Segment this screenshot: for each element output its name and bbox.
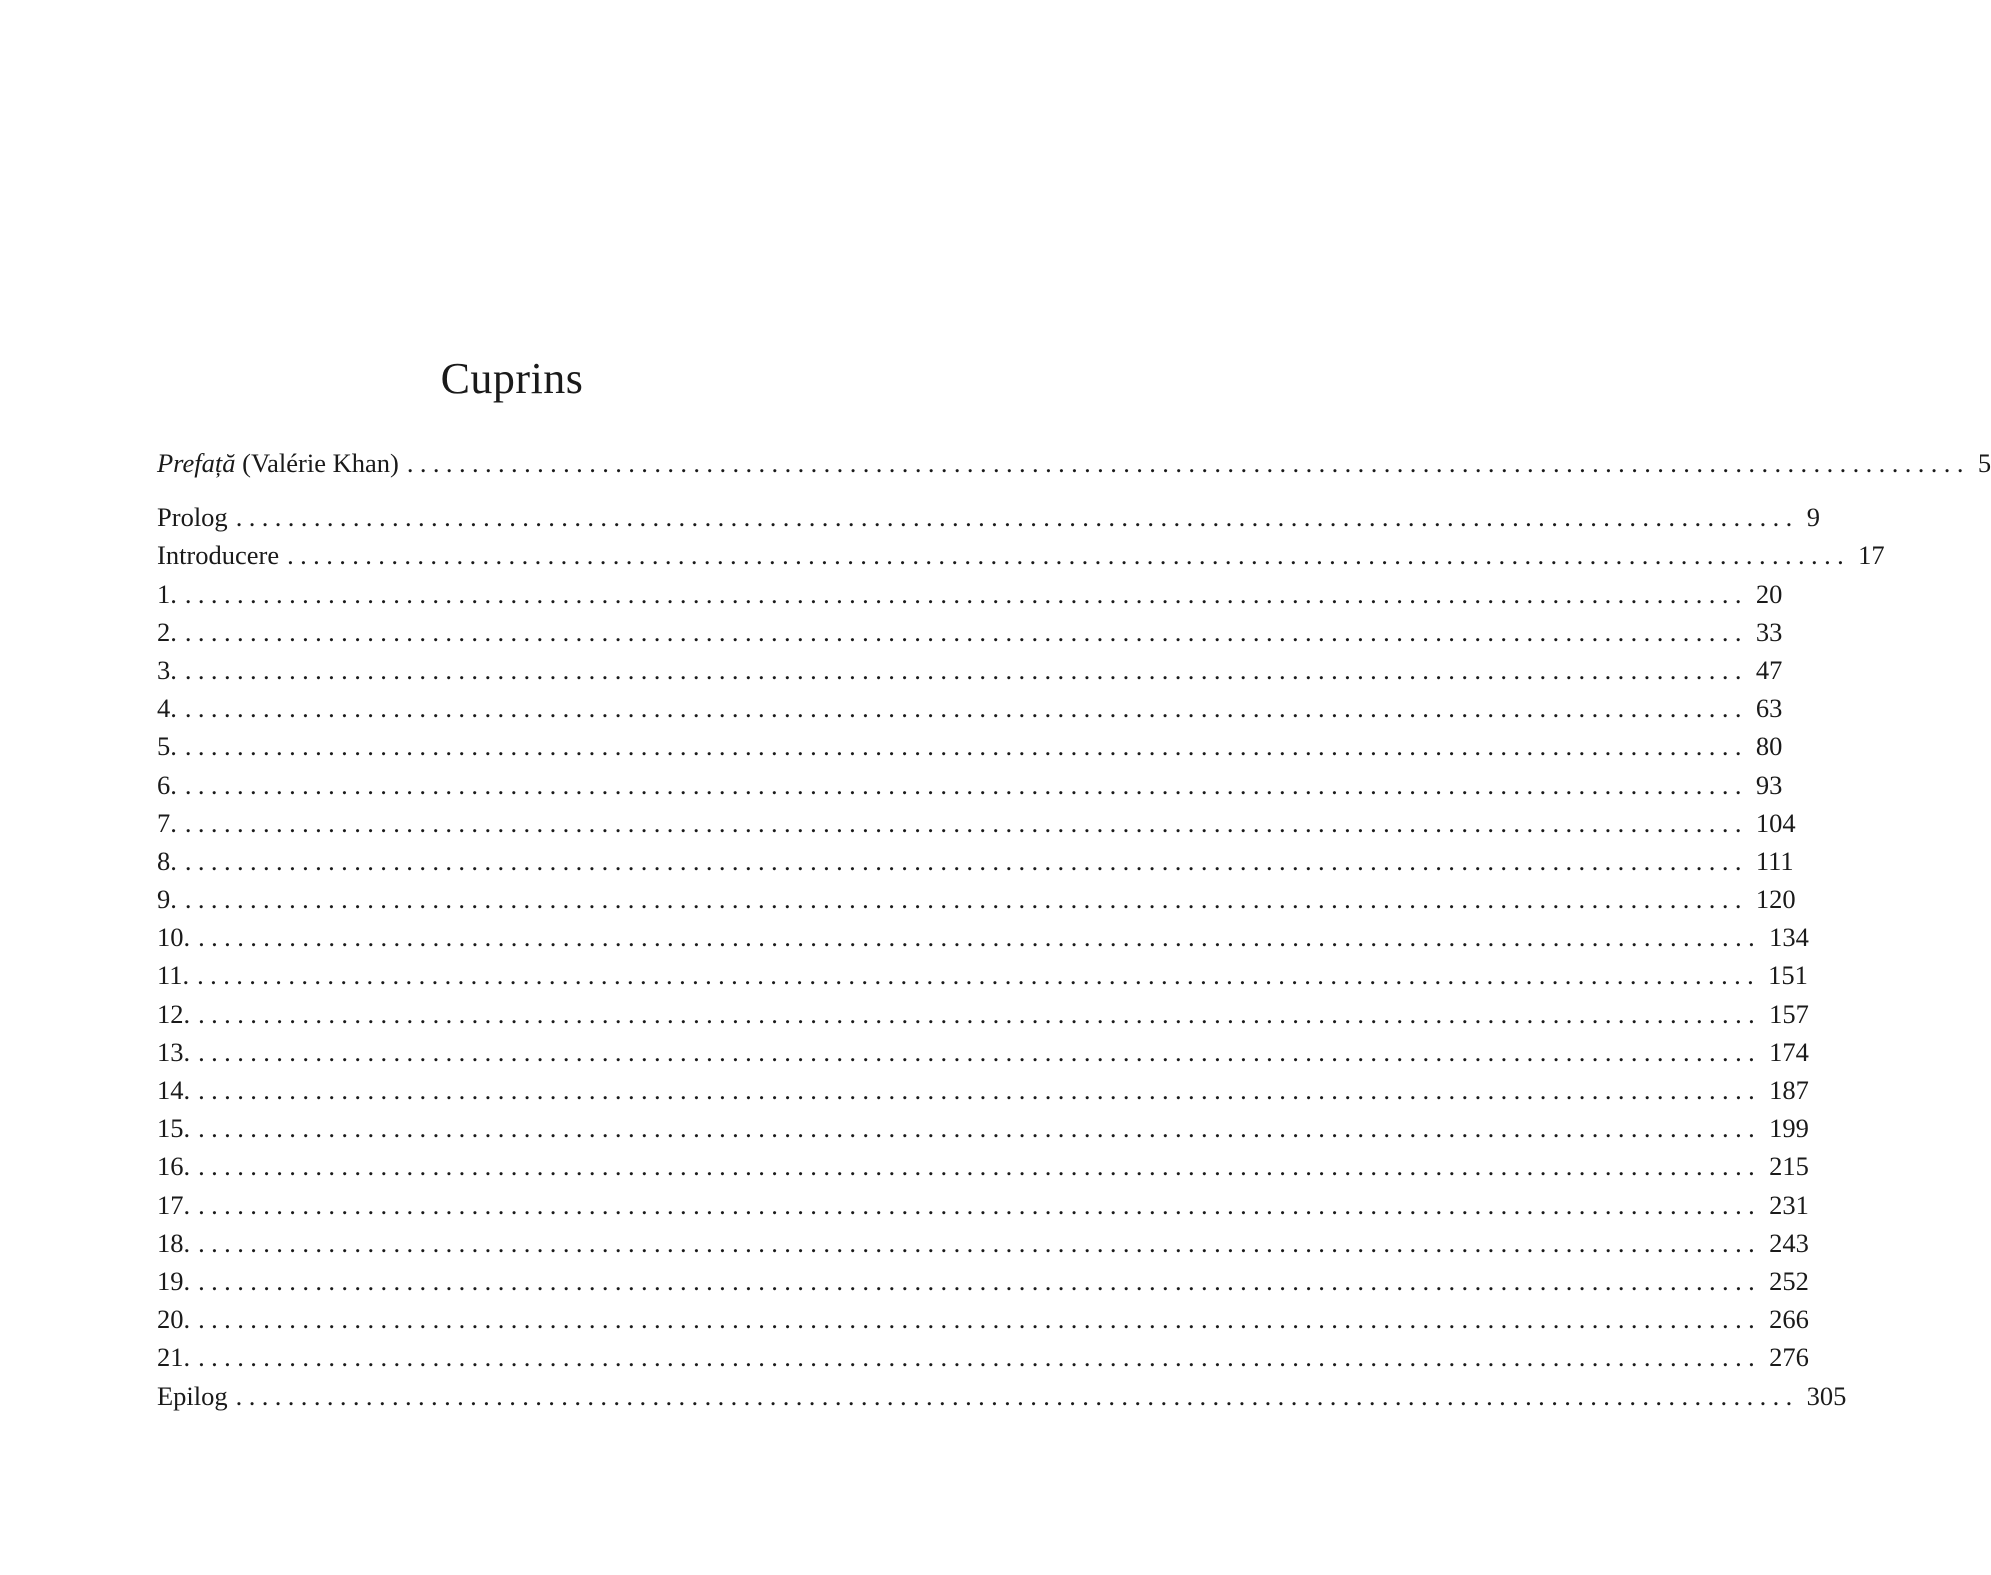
dot-leader: ........................................................................................................................ bbox=[197, 960, 1761, 991]
toc-entry bbox=[157, 918, 1809, 956]
toc-entry bbox=[157, 689, 1783, 727]
dot-leader: ........................................................................................................................ bbox=[198, 1151, 1762, 1182]
toc-entry-label: 2. bbox=[157, 616, 177, 647]
dot-leader: ........................................................................................................................ bbox=[406, 448, 1970, 478]
toc-entry-page: 33 bbox=[1755, 616, 1783, 647]
toc-entry-page: 9 bbox=[1806, 502, 1820, 533]
toc-entry bbox=[157, 1262, 1809, 1300]
toc-entry-label: Prolog bbox=[157, 502, 228, 533]
toc-entry-page: 80 bbox=[1755, 731, 1783, 762]
dot-leader: ........................................................................................................................ bbox=[198, 1075, 1762, 1105]
toc-entry bbox=[157, 880, 1796, 918]
dot-leader: ........................................................................................................................ bbox=[184, 807, 1748, 838]
toc-entry bbox=[157, 842, 1794, 880]
toc-entry-label: 21. bbox=[157, 1342, 191, 1373]
toc-entry-label: 13. bbox=[157, 1036, 191, 1067]
toc-entry-page: 215 bbox=[1769, 1151, 1809, 1182]
toc-entry-label: 10. bbox=[157, 922, 191, 953]
dot-leader: ........................................................................................................................ bbox=[198, 1342, 1762, 1373]
toc-entry-page: 151 bbox=[1768, 960, 1808, 991]
dot-leader: ........................................................................................................................ bbox=[184, 578, 1748, 609]
toc-entry bbox=[157, 727, 1783, 765]
toc-entry-page: 243 bbox=[1769, 1227, 1809, 1258]
toc-entry-label: 20. bbox=[157, 1304, 191, 1335]
dot-leader: ........................................................................................................................ bbox=[198, 1036, 1762, 1067]
table-of-contents bbox=[157, 444, 1991, 1415]
toc-entry-label: 9. bbox=[157, 884, 177, 915]
toc-entry-page: 17 bbox=[1858, 540, 1885, 571]
toc-entry-label: 6. bbox=[157, 769, 177, 800]
toc-entry-label: 3. bbox=[157, 654, 177, 685]
toc-entry-page: 276 bbox=[1769, 1342, 1809, 1373]
dot-leader: ........................................................................................................................ bbox=[198, 922, 1762, 953]
toc-entry-page: 199 bbox=[1769, 1113, 1809, 1144]
toc-entry bbox=[157, 804, 1796, 842]
toc-entry-page: 93 bbox=[1755, 769, 1783, 800]
toc-entry-label: 5. bbox=[157, 731, 177, 762]
toc-entry-label: Introducere bbox=[157, 540, 280, 571]
toc-entry-page: 231 bbox=[1769, 1189, 1809, 1220]
dot-leader: ........................................................................................................................ bbox=[198, 1113, 1762, 1144]
dot-leader: ........................................................................................................................ bbox=[184, 884, 1748, 915]
dot-leader: ........................................................................................................................ bbox=[184, 731, 1748, 762]
toc-entry-label: 4. bbox=[157, 693, 177, 724]
toc-entry-label: 11. bbox=[157, 960, 190, 991]
toc-entry bbox=[157, 1224, 1809, 1262]
toc-entry-page: 174 bbox=[1769, 1036, 1809, 1067]
toc-entry-label: Epilog bbox=[157, 1380, 228, 1411]
toc-entry-label: 15. bbox=[157, 1113, 191, 1144]
dot-leader: ........................................................................................................................ bbox=[235, 502, 1799, 533]
toc-list bbox=[157, 498, 1885, 1415]
dot-leader: ........................................................................................................................ bbox=[184, 616, 1748, 647]
toc-entry-label: 14. bbox=[157, 1075, 191, 1105]
toc-entry bbox=[157, 651, 1783, 689]
toc-entry bbox=[157, 766, 1783, 804]
toc-entry bbox=[157, 1300, 1809, 1338]
toc-entry-label: 12. bbox=[157, 998, 191, 1029]
toc-entry bbox=[157, 1071, 1809, 1109]
toc-entry-label-author: (Valérie Khan) bbox=[242, 448, 399, 478]
toc-entry-label: 1. bbox=[157, 578, 177, 609]
toc-entry bbox=[157, 1377, 1847, 1415]
toc-entry-page: 157 bbox=[1769, 998, 1809, 1029]
toc-entry-label: 18. bbox=[157, 1227, 191, 1258]
toc-entry bbox=[157, 498, 1820, 536]
toc-entry bbox=[157, 1109, 1809, 1147]
dot-leader: ........................................................................................................................ bbox=[198, 998, 1762, 1029]
toc-entry-page: 5 bbox=[1977, 448, 1991, 478]
toc-entry-label: 19. bbox=[157, 1265, 191, 1296]
toc-entry-label bbox=[157, 444, 399, 482]
dot-leader: ........................................................................................................................ bbox=[235, 1380, 1799, 1411]
toc-entry bbox=[157, 613, 1783, 651]
dot-leader: ........................................................................................................................ bbox=[287, 540, 1851, 571]
dot-leader: ........................................................................................................................ bbox=[184, 845, 1748, 876]
toc-entry-page: 266 bbox=[1769, 1304, 1809, 1335]
dot-leader: ........................................................................................................................ bbox=[184, 654, 1748, 685]
toc-entry bbox=[157, 575, 1783, 613]
toc-entry-label: 17. bbox=[157, 1189, 191, 1220]
toc-entry-label: 16. bbox=[157, 1151, 191, 1182]
toc-entry bbox=[157, 1033, 1809, 1071]
dot-leader: ........................................................................................................................ bbox=[198, 1304, 1762, 1335]
dot-leader: ........................................................................................................................ bbox=[198, 1189, 1762, 1220]
toc-entry-page: 134 bbox=[1769, 922, 1809, 953]
toc-entry-label-italic: Prefață bbox=[157, 448, 236, 478]
toc-entry bbox=[157, 1186, 1809, 1224]
dot-leader: ........................................................................................................................ bbox=[184, 769, 1748, 800]
toc-entry-page: 20 bbox=[1755, 578, 1783, 609]
toc-entry-preface bbox=[157, 444, 1991, 482]
toc-entry-page: 187 bbox=[1769, 1075, 1809, 1105]
dot-leader: ........................................................................................................................ bbox=[198, 1265, 1762, 1296]
toc-entry-label: 7. bbox=[157, 807, 177, 838]
toc-entry bbox=[157, 956, 1808, 994]
toc-entry bbox=[157, 1147, 1809, 1185]
dot-leader: ........................................................................................................................ bbox=[198, 1227, 1762, 1258]
toc-entry-page: 252 bbox=[1769, 1265, 1809, 1296]
toc-entry bbox=[157, 536, 1885, 574]
toc-entry-page: 120 bbox=[1755, 884, 1796, 915]
toc-entry-page: 63 bbox=[1755, 693, 1783, 724]
toc-entry bbox=[157, 995, 1809, 1033]
dot-leader: ........................................................................................................................ bbox=[184, 693, 1748, 724]
toc-entry-page: 305 bbox=[1806, 1380, 1847, 1411]
toc-entry-page: 111 bbox=[1755, 845, 1794, 876]
page-title: Cuprins bbox=[440, 354, 584, 404]
toc-entry bbox=[157, 1338, 1809, 1376]
toc-entry-page: 104 bbox=[1755, 807, 1796, 838]
toc-entry-label: 8. bbox=[157, 845, 177, 876]
toc-entry-page: 47 bbox=[1755, 654, 1783, 685]
